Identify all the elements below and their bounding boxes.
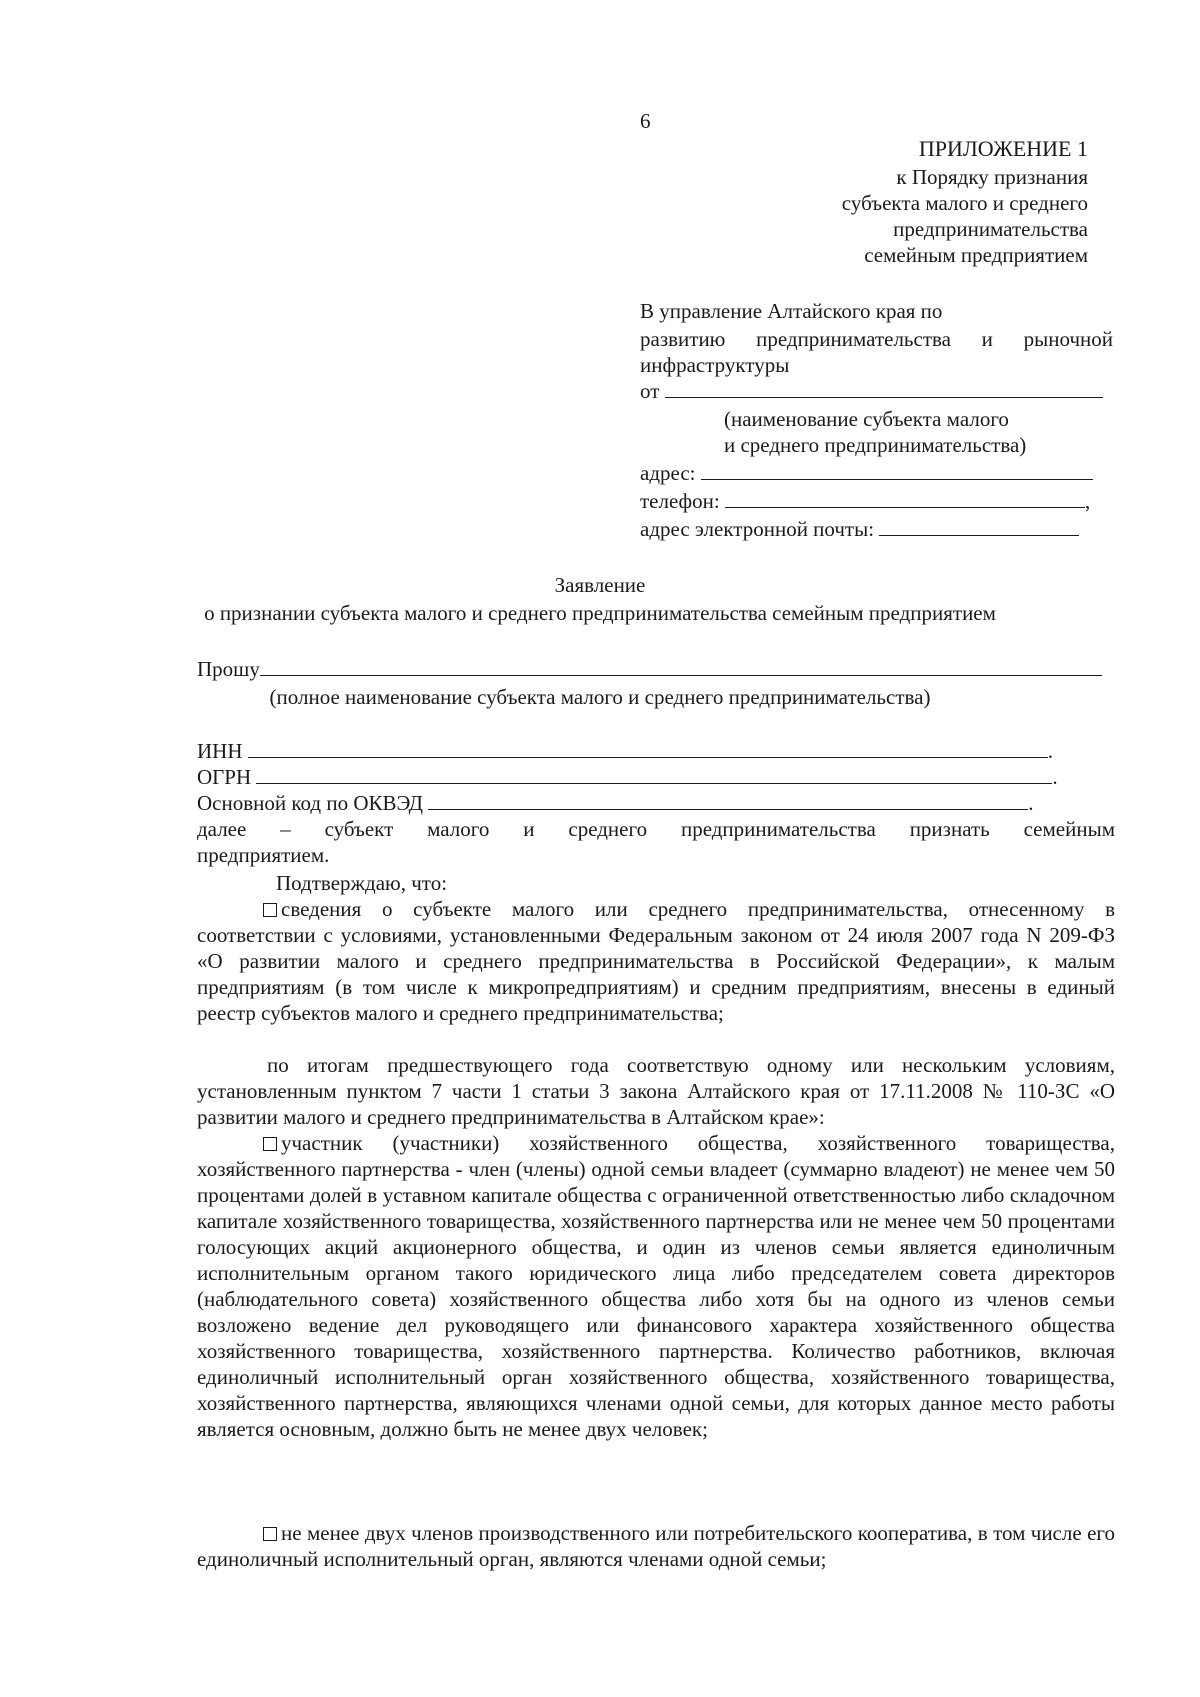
appendix-line-3: предпринимательства [893,217,1088,241]
phone-blank-line[interactable] [725,489,1085,508]
from-blank-line[interactable] [665,379,1103,398]
item-2-checkbox[interactable] [263,1137,277,1151]
ogrn-field [197,764,1058,790]
addressee-line-1: В управление Алтайского края по [640,299,943,323]
further-text-line-1: далее – субъект малого и среднего предпринимательства признать семейным [197,817,1115,841]
appendix-line-2: субъекта малого и среднего [841,191,1088,215]
statement-title: Заявление [554,573,646,597]
phone-comma: , [1084,489,1091,513]
appendix-line-4: семейным предприятием [864,243,1088,267]
okved-period: . [1028,791,1034,815]
inn-field [197,738,1053,764]
item-3 [197,1520,1115,1572]
item-2 [197,1130,1115,1442]
request-label: Прошу [197,657,260,681]
further-text-line-2: предприятием. [197,843,330,867]
ogrn-period: . [1052,765,1058,789]
from-hint-1: (наименование субъекта малого [724,407,1009,431]
item-1-checkbox[interactable] [263,903,277,917]
email-blank-line[interactable] [879,517,1079,536]
from-field [640,378,1103,404]
address-label: адрес: [640,461,696,485]
item-3-checkbox[interactable] [263,1527,277,1541]
ogrn-blank-line[interactable] [256,765,1052,784]
address-field [640,460,1093,486]
page-number: 6 [640,109,651,133]
request-hint: (полное наименование субъекта малого и среднего предпринимательства) [269,685,931,709]
email-field [640,516,1079,542]
addressee-line-3: инфраструктуры [640,353,790,377]
phone-label: телефон: [640,489,720,513]
item-1-text: сведения о субъекте малого или среднего предпринимательства, отнесенному в соответствии с условиями, установленными Федеральным законом от 24 июля 2007 года N 209-ФЗ «О развитии малого и среднего предпринимательства в Российской Федерации», к малым предприятиям (в том числе к микропредприятиям) и средним предприятиям, внесены в единый реестр субъектов малого и среднего предпринимательства; [197,897,1115,1025]
confirm-text: Подтверждаю, что: [276,871,448,895]
item-3-text: не менее двух членов производственного или потребительского кооператива, в том числе его единоличный исполнительный орган, являются членами одной семьи; [197,1521,1115,1571]
ogrn-label: ОГРН [197,765,252,789]
inn-period: . [1047,739,1053,763]
results-paragraph: по итогам предшествующего года соответствую одному или нескольким условиям, установленным пунктом 7 части 1 статьи 3 закона Алтайского края от 17.11.2008 № 110-ЗС «О развитии малого и среднего предпринимательства в Алтайском крае»: [197,1053,1115,1129]
appendix-line-1: к Порядку признания [896,165,1088,189]
request-blank-line[interactable] [260,657,1102,676]
okved-blank-line[interactable] [428,791,1028,810]
addressee-line-2: развитию предпринимательства и рыночной [640,327,1113,351]
appendix-title: ПРИЛОЖЕНИЕ 1 [918,136,1088,161]
inn-blank-line[interactable] [248,739,1048,758]
email-label: адрес электронной почты: [640,517,875,541]
inn-label: ИНН [197,739,243,763]
item-1 [197,896,1115,1026]
phone-field [640,488,1090,514]
address-blank-line[interactable] [701,461,1093,480]
statement-subtitle: о признании субъекта малого и среднего предпринимательства семейным предприятием [204,601,996,625]
from-hint-2: и среднего предпринимательства) [724,433,1027,457]
okved-label: Основной код по ОКВЭД [197,791,423,815]
okved-field [197,790,1033,816]
from-label: от [640,379,660,403]
request-field [197,656,1102,682]
item-2-text: участник (участники) хозяйственного общества, хозяйственного товарищества, хозяйственного партнерства - член (члены) одной семьи владеет (суммарно владеют) не менее чем 50 процентами долей в уставном капитале общества с ограниченной ответственностью либо складочном капитале хозяйственного товарищества, хозяйственного партнерства или не менее чем 50 процентами голосующих акций акционерного общества, и один из членов семьи является единоличным исполнительным органом такого юридического лица либо председателем совета директоров (наблюдательного совета) хозяйственного общества либо хотя бы на одного из членов семьи возложено ведение дел руководящего или финансового характера хозяйственного общества хозяйственного товарищества, хозяйственного партнерства. Количество работников, включая единоличный исполнительный орган хозяйственного общества, хозяйственного товарищества, хозяйственного партнерства, являющихся членами одной семьи, для которых данное место работы является основным, должно быть не менее двух человек; [197,1131,1115,1441]
